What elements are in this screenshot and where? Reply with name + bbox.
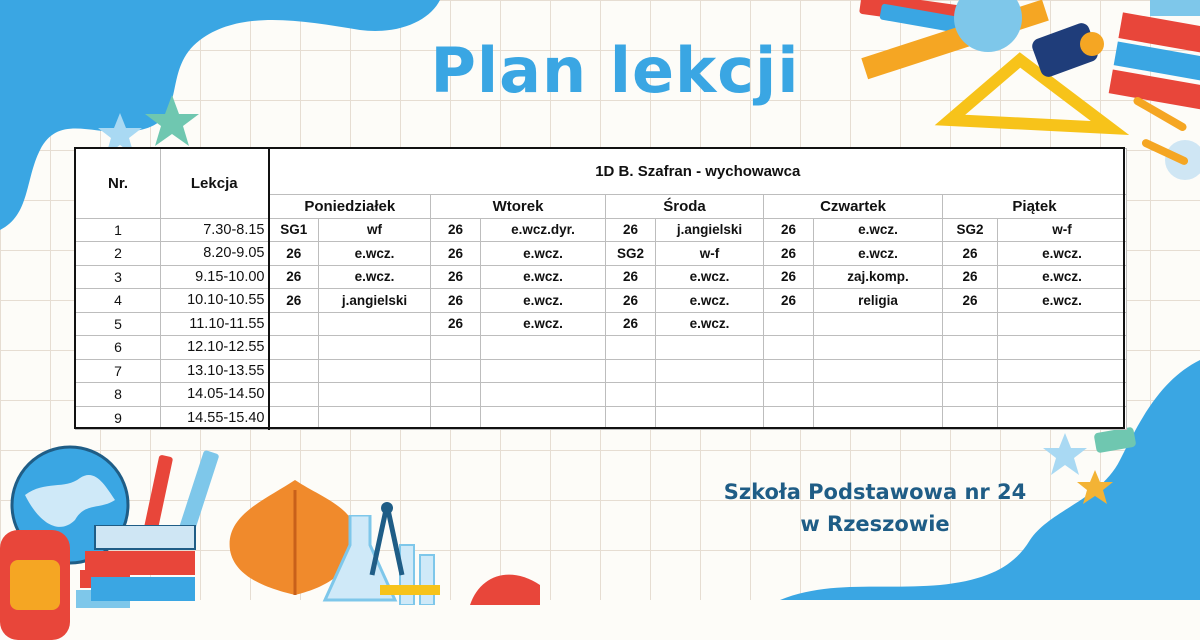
subject-cell [814, 312, 943, 336]
table-row [76, 265, 1127, 289]
room-cell [943, 406, 998, 430]
subject-cell: zaj.komp. [814, 265, 943, 289]
subject-cell [656, 336, 764, 360]
class-header: 1D B. Szafran - wychowawca [269, 149, 1127, 195]
room-cell: 26 [606, 312, 656, 336]
subject-cell [319, 312, 431, 336]
subject-cell: e.wcz. [319, 265, 431, 289]
subject-cell [998, 312, 1127, 336]
room-cell: 26 [606, 265, 656, 289]
red-leaf-illustration [470, 565, 540, 605]
room-cell: 26 [943, 265, 998, 289]
subject-cell [481, 336, 606, 360]
subject-cell [814, 359, 943, 383]
subject-cell: e.wcz. [814, 242, 943, 266]
table-row [76, 383, 1127, 407]
subject-cell [998, 383, 1127, 407]
table-row [76, 359, 1127, 383]
room-cell [764, 359, 814, 383]
column-header-lekcja: Lekcja [161, 149, 269, 219]
room-cell [943, 312, 998, 336]
room-cell: 26 [943, 242, 998, 266]
room-cell: 26 [764, 242, 814, 266]
room-cell [943, 336, 998, 360]
subject-cell: e.wcz. [481, 265, 606, 289]
room-cell [606, 383, 656, 407]
lesson-time: 10.10-10.55 [161, 289, 269, 313]
school-name [700, 476, 1050, 540]
room-cell [431, 406, 481, 430]
column-header-nr: Nr. [76, 149, 161, 219]
room-cell: 26 [431, 218, 481, 242]
lesson-time: 14.05-14.50 [161, 383, 269, 407]
day-header-wednesday: Środa [606, 195, 764, 219]
lesson-time: 8.20-9.05 [161, 242, 269, 266]
room-cell: 26 [269, 265, 319, 289]
room-cell: 26 [269, 242, 319, 266]
subject-cell [319, 359, 431, 383]
star-icon [1040, 430, 1090, 480]
subject-cell [656, 406, 764, 430]
subject-cell: e.wcz. [656, 289, 764, 313]
subject-cell [319, 406, 431, 430]
table-row [76, 242, 1127, 266]
subject-cell: w-f [656, 242, 764, 266]
room-cell [943, 383, 998, 407]
room-cell: 26 [269, 289, 319, 313]
room-cell [269, 359, 319, 383]
subject-cell: religia [814, 289, 943, 313]
room-cell [764, 406, 814, 430]
lesson-number: 5 [76, 312, 161, 336]
room-cell: 26 [764, 265, 814, 289]
school-name-line-2: w Rzeszowie [800, 512, 950, 536]
subject-cell: wf [319, 218, 431, 242]
subject-cell: j.angielski [319, 289, 431, 313]
room-cell [431, 336, 481, 360]
room-cell [764, 383, 814, 407]
room-cell: 26 [606, 289, 656, 313]
room-cell: SG2 [606, 242, 656, 266]
room-cell: SG2 [943, 218, 998, 242]
room-cell [764, 336, 814, 360]
page-title: Plan lekcji [430, 34, 800, 107]
subject-cell [998, 336, 1127, 360]
subject-cell [656, 359, 764, 383]
table-row [76, 289, 1127, 313]
room-cell [943, 359, 998, 383]
lesson-time: 12.10-12.55 [161, 336, 269, 360]
subject-cell: e.wcz. [814, 218, 943, 242]
subject-cell: e.wcz. [656, 312, 764, 336]
subject-cell: j.angielski [656, 218, 764, 242]
subject-cell: e.wcz. [481, 289, 606, 313]
subject-cell: w-f [998, 218, 1127, 242]
timetable [75, 148, 1127, 430]
subject-cell [319, 336, 431, 360]
lesson-time: 11.10-11.55 [161, 312, 269, 336]
lesson-number: 3 [76, 265, 161, 289]
subject-cell [481, 383, 606, 407]
room-cell: 26 [431, 312, 481, 336]
room-cell: 26 [943, 289, 998, 313]
timetable-header-row [76, 149, 1127, 195]
lesson-time: 14.55-15.40 [161, 406, 269, 430]
subject-cell: e.wcz. [998, 265, 1127, 289]
room-cell [764, 312, 814, 336]
subject-cell [814, 336, 943, 360]
subject-cell [998, 359, 1127, 383]
room-cell [606, 336, 656, 360]
lesson-number: 2 [76, 242, 161, 266]
room-cell [269, 312, 319, 336]
subject-cell [481, 359, 606, 383]
day-header-tuesday: Wtorek [431, 195, 606, 219]
lesson-number: 8 [76, 383, 161, 407]
room-cell: 26 [606, 218, 656, 242]
subject-cell [656, 383, 764, 407]
lesson-time: 7.30-8.15 [161, 218, 269, 242]
room-cell: 26 [431, 242, 481, 266]
subject-cell [998, 406, 1127, 430]
table-row [76, 336, 1127, 360]
subject-cell: e.wcz. [998, 242, 1127, 266]
room-cell: 26 [431, 289, 481, 313]
subject-cell: e.wcz. [481, 312, 606, 336]
lesson-number: 7 [76, 359, 161, 383]
lesson-time: 13.10-13.55 [161, 359, 269, 383]
day-header-monday: Poniedziałek [269, 195, 431, 219]
table-row [76, 406, 1127, 430]
room-cell [431, 359, 481, 383]
subject-cell: e.wcz. [656, 265, 764, 289]
room-cell: 26 [764, 218, 814, 242]
subject-cell [481, 406, 606, 430]
room-cell: 26 [431, 265, 481, 289]
books-stack-illustration [85, 525, 205, 605]
room-cell [431, 383, 481, 407]
subject-cell [814, 383, 943, 407]
subject-cell: e.wcz. [481, 242, 606, 266]
room-cell [606, 406, 656, 430]
timetable-body [76, 218, 1127, 430]
table-row [76, 312, 1127, 336]
subject-cell: e.wcz. [319, 242, 431, 266]
room-cell [606, 359, 656, 383]
room-cell [269, 383, 319, 407]
lesson-number: 6 [76, 336, 161, 360]
subject-cell: e.wcz.dyr. [481, 218, 606, 242]
subject-cell [814, 406, 943, 430]
lesson-number: 9 [76, 406, 161, 430]
day-header-thursday: Czwartek [764, 195, 943, 219]
table-row [76, 218, 1127, 242]
day-header-friday: Piątek [943, 195, 1127, 219]
room-cell: SG1 [269, 218, 319, 242]
lesson-number: 1 [76, 218, 161, 242]
compass-tool-icon [362, 500, 412, 580]
room-cell: 26 [764, 289, 814, 313]
school-name-line-1: Szkoła Podstawowa nr 24 [723, 480, 1027, 504]
lesson-time: 9.15-10.00 [161, 265, 269, 289]
room-cell [269, 406, 319, 430]
subject-cell [319, 383, 431, 407]
lesson-number: 4 [76, 289, 161, 313]
room-cell [269, 336, 319, 360]
subject-cell: e.wcz. [998, 289, 1127, 313]
